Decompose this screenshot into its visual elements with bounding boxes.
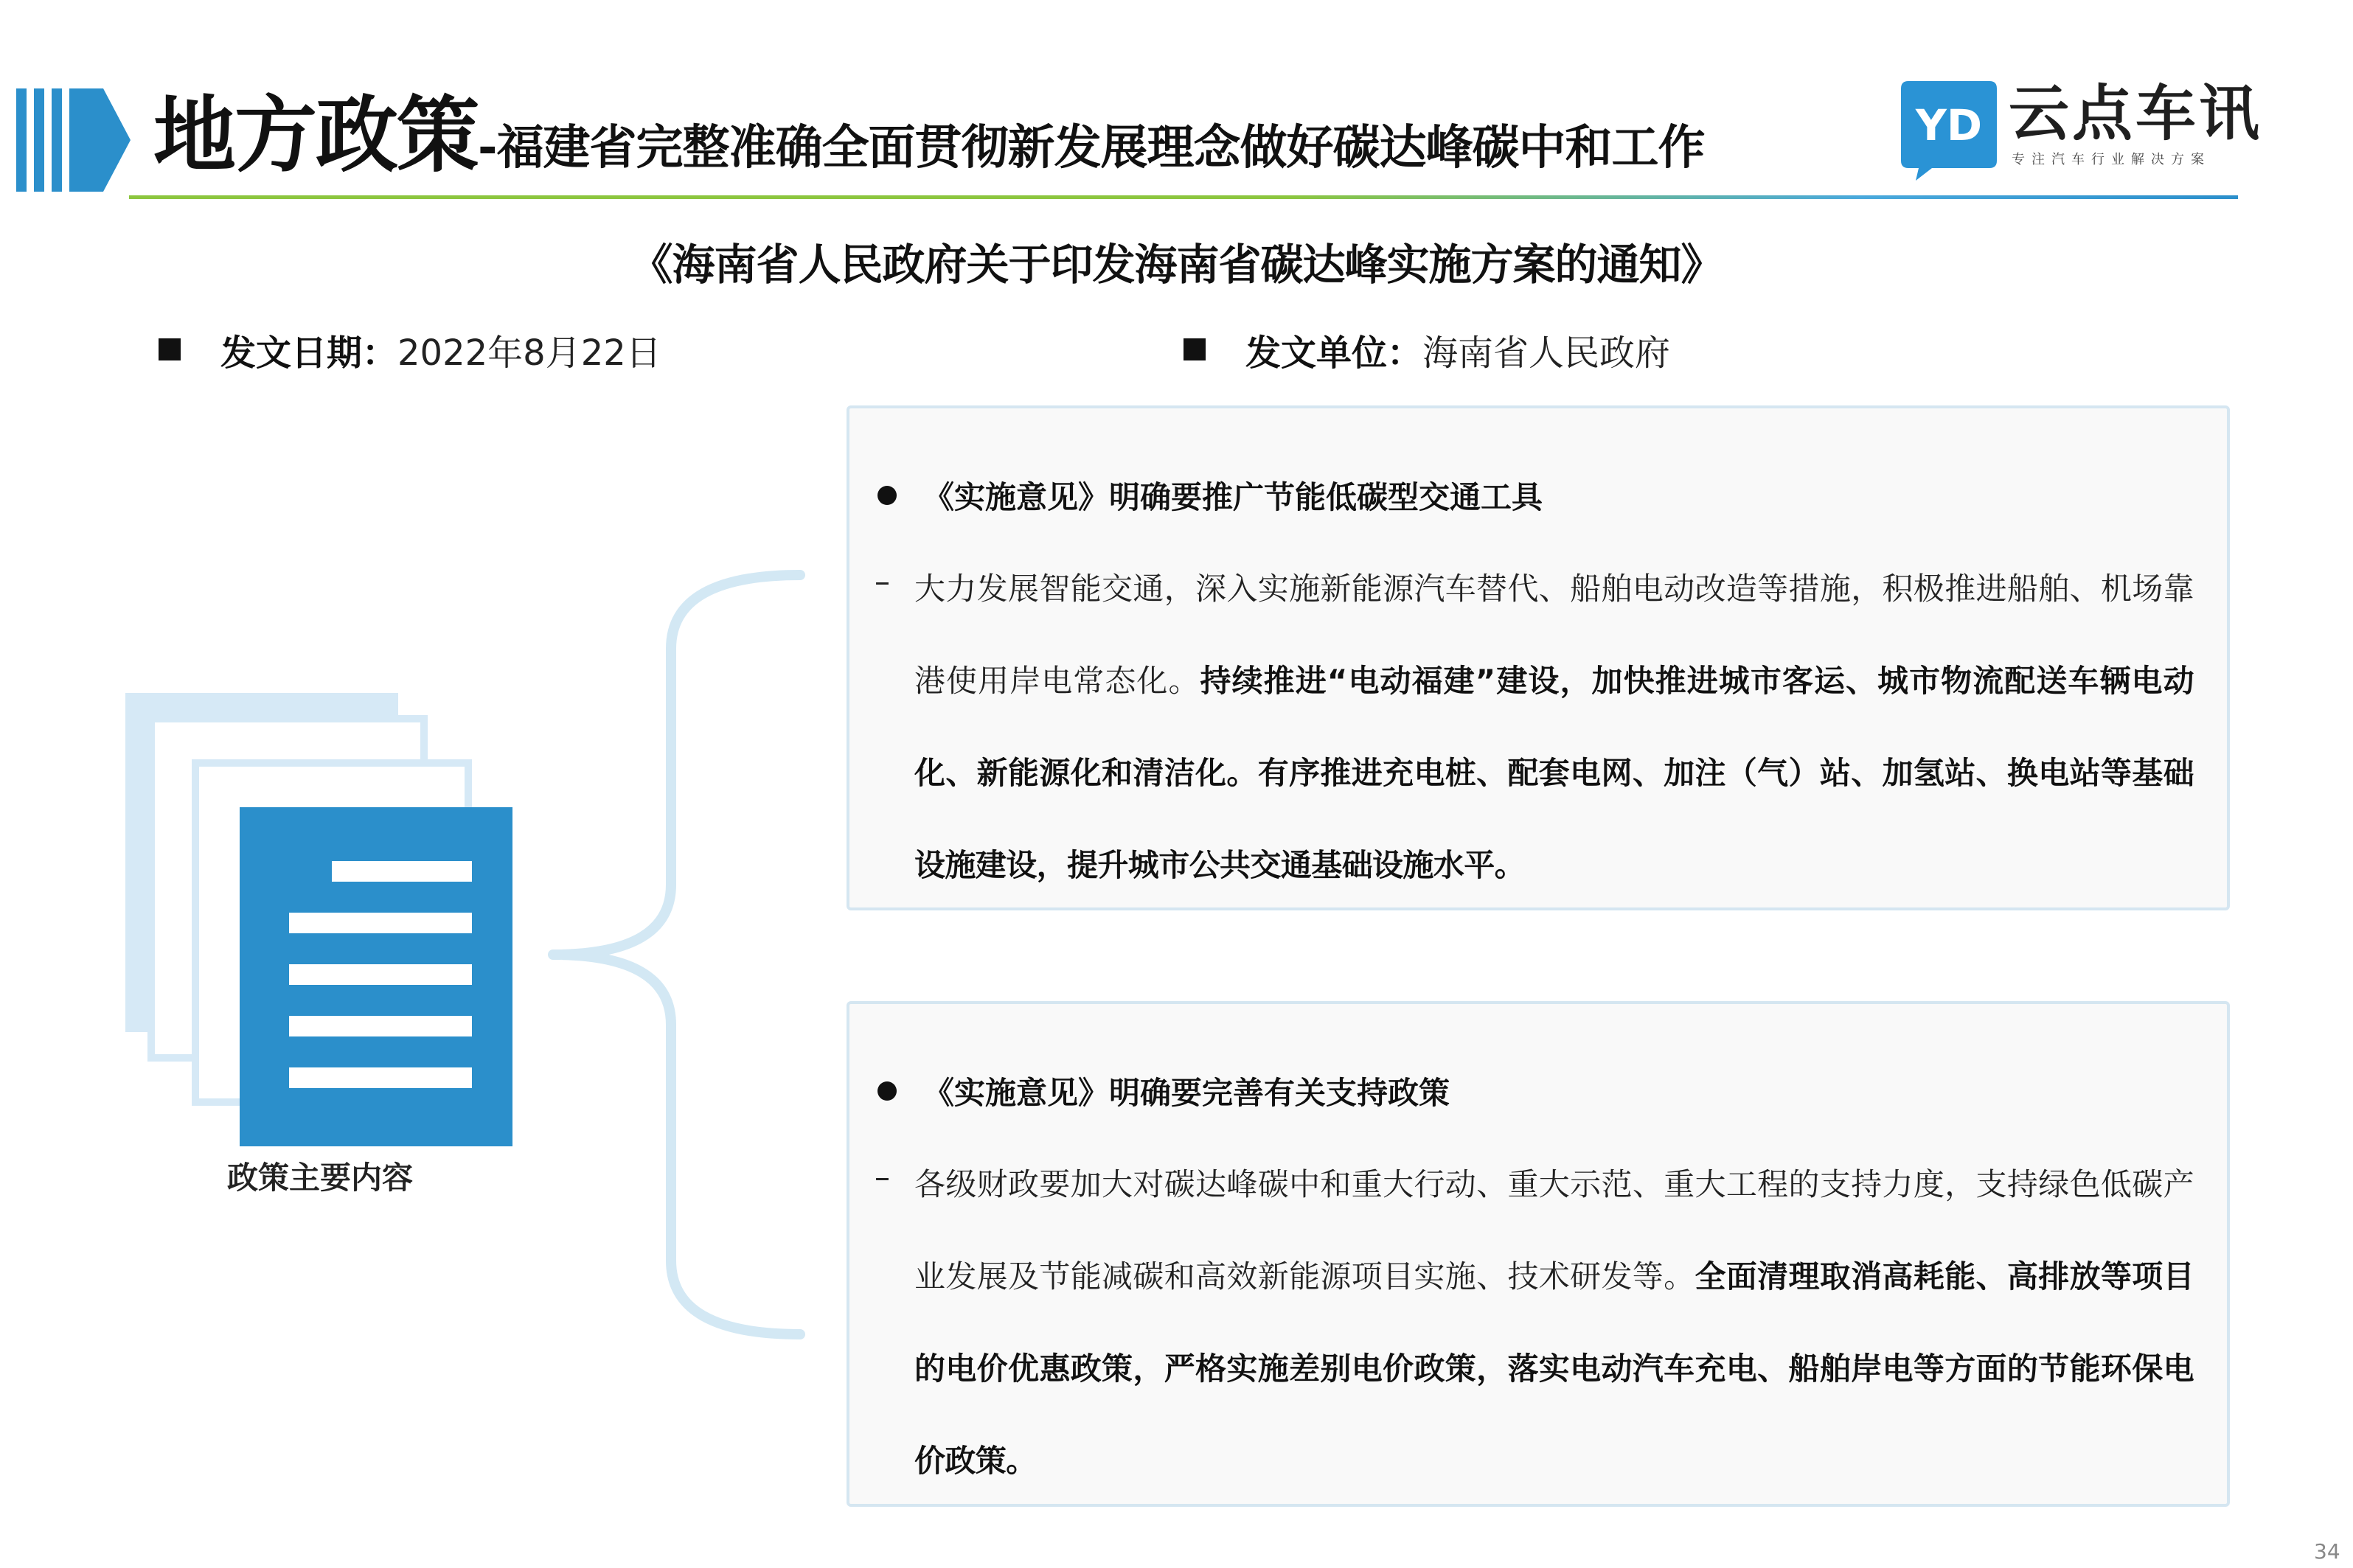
dash-bullet: – (875, 1159, 890, 1195)
policy-card-transport (847, 405, 2230, 910)
issuing-unit-value: 海南省人民政府 (1422, 332, 1671, 374)
issuing-unit (1184, 324, 1670, 375)
page-title-main: 地方政策 (153, 88, 478, 184)
issue-date-label: 发文日期： (220, 332, 398, 374)
issuing-unit-label: 发文单位： (1245, 332, 1423, 374)
card-body-normal: 各级财政要加大对碳达峰碳中和重大行动、重大示范、重大工程的支持力度，支持绿色低碳产业发展及节能减碳和高效新能源项目实施、技术研发等。 (914, 1166, 2194, 1295)
issue-date-value: 2022年8月22日 (397, 332, 661, 374)
logo-slogan: 专注汽车行业解决方案 (2012, 152, 2211, 167)
card-body-text (914, 1138, 2194, 1507)
card-heading (877, 1069, 1450, 1113)
page-number: 34 (2314, 1539, 2340, 1564)
header-underline (129, 193, 2238, 201)
card-heading (877, 473, 1543, 518)
square-bullet-icon (159, 338, 181, 360)
round-bullet-icon (877, 486, 897, 505)
card-body-text (914, 543, 2194, 911)
card-heading-text: 《实施意见》明确要完善有关支持政策 (923, 1075, 1450, 1111)
logo-mark: YD (1915, 100, 1983, 150)
card-body-normal: 大力发展智能交通，深入实施新能源汽车替代、船舶电动改造等措施，积极推进船舶、机场靠港使用岸电常态化。 (914, 571, 2194, 699)
page-title (153, 88, 1705, 184)
card-body-bold: 持续推进“电动福建”建设，加快推进城市客运、城市物流配送车辆电动化、新能源化和清洁化。有序推进充电桩、配套电网、加注（气）站、加氢站、换电站等基础设施建设，提升城市公共交通基础设施水平。 (914, 663, 2194, 883)
document-stack-icon (125, 693, 524, 1150)
round-bullet-icon (877, 1081, 897, 1101)
dash-bullet: – (875, 563, 890, 599)
policy-card-support (847, 1001, 2230, 1507)
left-panel-label: 政策主要内容 (227, 1160, 414, 1196)
card-heading-text: 《实施意见》明确要推广节能低碳型交通工具 (923, 479, 1543, 515)
page-title-sub: -福建省完整准确全面贯彻新发展理念做好碳达峰碳中和工作 (478, 121, 1705, 175)
square-bullet-icon (1184, 338, 1206, 360)
logo-icon (1901, 81, 1997, 181)
card-body-bold: 全面清理取消高耗能、高排放等项目的电价优惠政策，严格实施差别电价政策，落实电动汽车充电、船舶岸电等方面的节能环保电价政策。 (914, 1258, 2194, 1479)
curly-brace (542, 568, 807, 1349)
header-accent-bars (16, 88, 164, 192)
document-title: 《海南省人民政府关于印发海南省碳达峰实施方案的通知》 (630, 240, 1723, 290)
issue-date (159, 324, 661, 375)
logo-name: 云点车讯 (2009, 79, 2263, 149)
